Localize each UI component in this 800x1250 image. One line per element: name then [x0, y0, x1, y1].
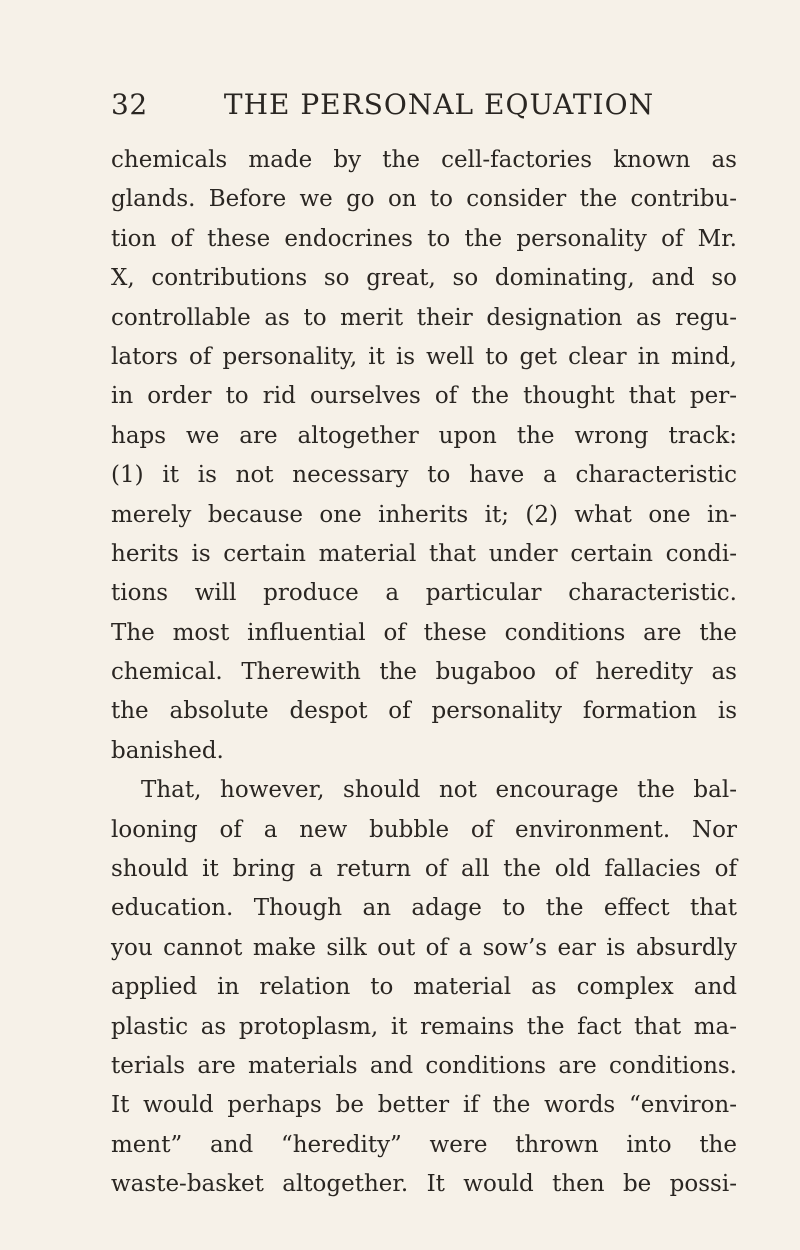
text-line: you cannot make silk out of a sow’s ear is absurdly	[111, 934, 737, 961]
text-line: in order to rid ourselves of the thought that per-	[111, 383, 737, 410]
text-line: chemicals made by the cell-factories known as	[111, 147, 737, 173]
text-line: waste-basket altogether. It would then be possi-	[111, 1171, 737, 1198]
text-line: glands. Before we go on to consider the contribu-	[111, 186, 737, 213]
body-text	[111, 141, 737, 1205]
text-line: chemical. Therewith the bugaboo of heredity as	[111, 659, 737, 686]
text-line: should it bring a return of all the old fallacies of	[111, 856, 737, 883]
text-line: The most influential of these conditions are the	[111, 619, 737, 646]
text-line: haps we are altogether upon the wrong track:	[111, 422, 737, 449]
text-line: tion of these endocrines to the personality of Mr.	[111, 225, 737, 252]
text-line: ment” and “heredity” were thrown into the	[111, 1131, 737, 1158]
running-title: THE PERSONAL EQUATION	[223, 88, 655, 121]
text-line: applied in relation to material as complex and	[111, 974, 737, 1001]
text-line: X, contributions so great, so dominating, and so	[111, 265, 737, 292]
text-line: lators of personality, it is well to get clear in mind,	[111, 343, 737, 370]
page-header	[111, 88, 737, 128]
text-line: plastic as protoplasm, it remains the fact that ma-	[111, 1013, 737, 1040]
text-line: herits is certain material that under certain condi-	[111, 540, 737, 567]
text-line: It would perhaps be better if the words “environ-	[111, 1092, 737, 1119]
text-line: terials are materials and conditions are conditions.	[111, 1052, 737, 1079]
paragraph-1	[111, 141, 737, 771]
text-line: the absolute despot of personality formation is	[111, 698, 737, 725]
text-line: tions will produce a particular characteristic.	[111, 580, 737, 607]
text-line: (1) it is not necessary to have a characteristic	[111, 462, 737, 489]
page-number: 32	[111, 88, 148, 121]
text-line: banished.	[111, 737, 224, 764]
text-line: controllable as to merit their designation as regu-	[111, 304, 737, 331]
text-line: looning of a new bubble of environment. Nor	[111, 816, 737, 843]
paragraph-2	[111, 771, 737, 1204]
text-line: merely because one inherits it; (2) what one in-	[111, 501, 737, 528]
text-line: That, however, should not encourage the bal-	[141, 777, 737, 804]
text-line: education. Though an adage to the effect that	[111, 895, 737, 922]
